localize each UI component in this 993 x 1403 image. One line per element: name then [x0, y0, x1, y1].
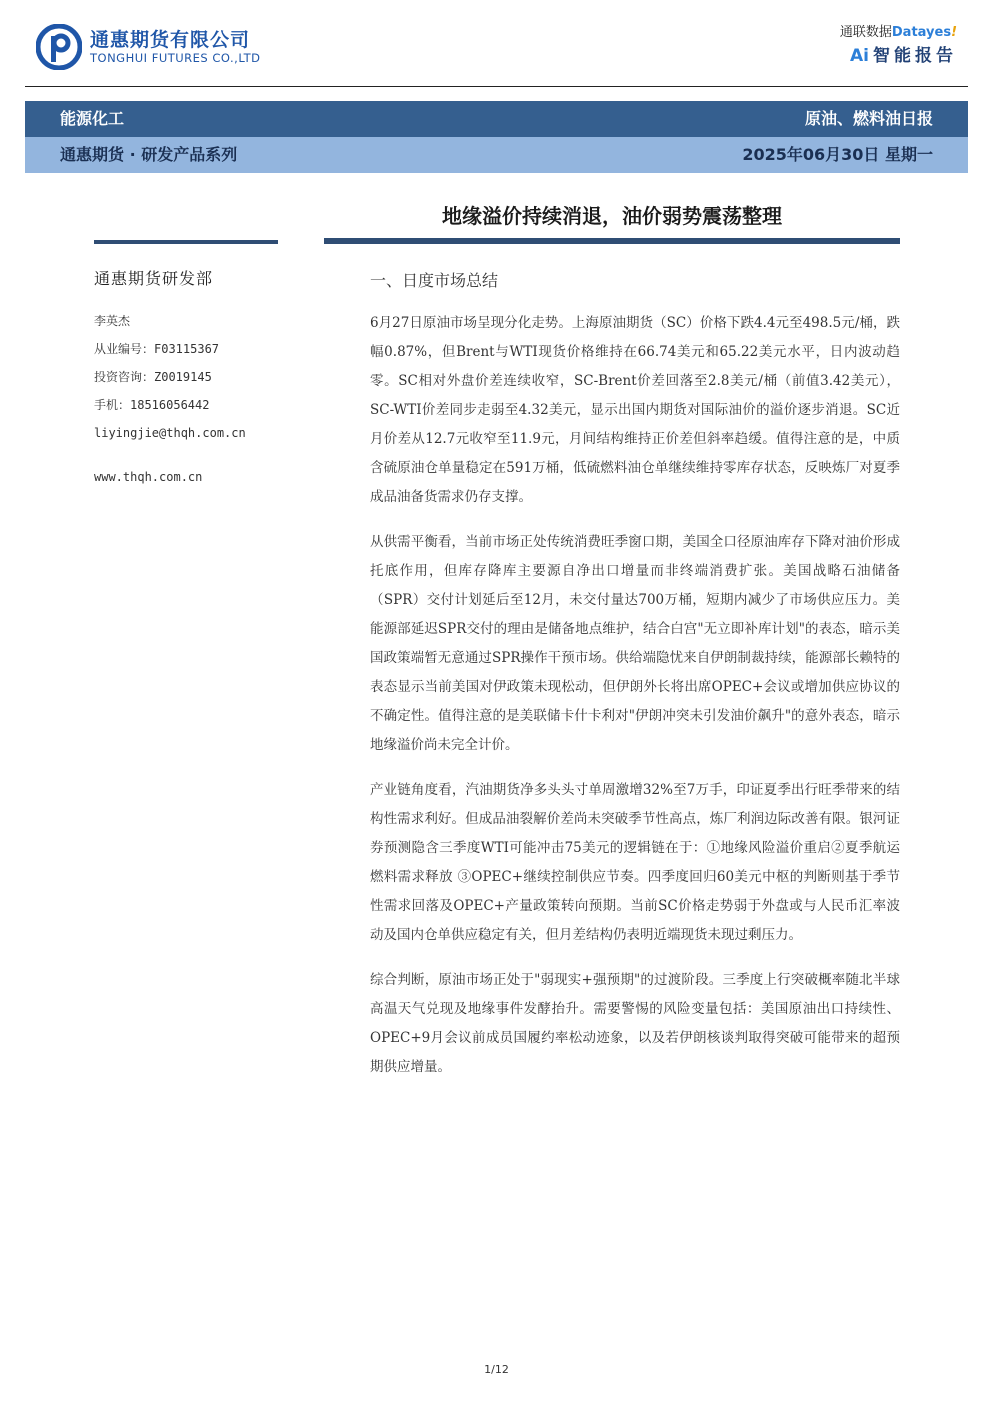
series-band — [25, 137, 968, 173]
department-name: 通惠期货研发部 — [94, 269, 214, 288]
paragraph: 综合判断，原油市场正处于"弱现实+强预期"的过渡阶段。三季度上行突破概率随北半球高温天气兑现及地缘事件发酵抬升。需要警惕的风险变量包括：美国原油出口持续性、OPEC+9月会议前成员国履约率松动迹象，以及若伊朗核谈判取得突破可能带来的超预期供应增量。 — [370, 972, 900, 1075]
website-link[interactable]: www.thqh.com.cn — [94, 470, 203, 484]
title-rule — [324, 238, 900, 244]
phone-number: 手机：18516056442 — [94, 398, 210, 412]
company-logo-icon — [36, 24, 82, 70]
header-divider — [25, 86, 968, 87]
paragraph: 6月27日原油市场呈现分化走势。上海原油期货（SC）价格下跌4.4元至498.5元/桶，跌幅0.87%，但Brent与WTI现货价格维持在66.74美元和65.22美元水平，日内波动趋零。SC相对外盘价差连续收窄，SC-Brent价差回落至2.8美元/桶（前值3.42美元），SC-WTI价差同步走弱至4.32美元，显示出国内期货对国际油价的溢价逐步消退。SC近月价差从12.7元收窄至11.9元，月间结构维持正价差但斜率趋缓。值得注意的是，中质含硫原油仓单量稳定在591万桶，低硫燃料油仓单继续维持零库存状态，反映炼厂对夏季成品油备货需求仍存支撑。 — [370, 315, 900, 505]
article-body — [370, 309, 900, 1098]
company-logo — [36, 24, 261, 70]
brand-bang: ! — [951, 25, 957, 40]
paragraph: 产业链角度看，汽油期货净多头头寸单周激增32%至7万手，印证夏季出行旺季带来的结构性需求利好。但成品油裂解价差尚未突破季节性高点，炼厂利润边际改善有限。银河证券预测隐含三季度WTI可能冲击75美元的逻辑链在于：①地缘风险溢价重启②夏季航运燃料需求释放 ③OPEC+继续控制供应节奏。四季度回归60美元中枢的判断则基于季节性需求回落及OPEC+产量政策转向预期。当前SC价格走势弱于外盘或与人民币汇率波动及国内仓单供应稳定有关，但月差结构仍表明近端现货未现过剩压力。 — [370, 782, 900, 943]
report-type: 原油、燃料油日报 — [804, 109, 933, 128]
brand-prefix: 通联数据 — [839, 25, 892, 40]
paragraph: 从供需平衡看，当前市场正处传统消费旺季窗口期，美国全口径原油库存下降对油价形成托底作用，但库存降库主要源自净出口增量而非终端消费扩张。美国战略石油储备（SPR）交付计划延后至12月，未交付量达700万桶，短期内减少了市场供应压力。美能源部延迟SPR交付的理由是储备地点维护，结合白宫"无立即补库计划"的表态，暗示美国政策端暂无意通过SPR操作干预市场。供给端隐忧来自伊朗制裁持续，能源部长赖特的表态显示当前美国对伊政策未现松动，但伊朗外长将出席OPEC+会议或增加供应协议的不确定性。值得注意的是美联储卡什卡利对"伊朗冲突未引发油价飙升"的意外表态，暗示地缘溢价尚未完全计价。 — [370, 534, 900, 753]
report-label: 智能报告 — [873, 46, 957, 66]
ai-label: Ai — [850, 46, 869, 66]
section-title: 一、日度市场总结 — [370, 271, 499, 290]
sector-label: 能源化工 — [60, 109, 125, 128]
brand-datayes: Datayes — [891, 25, 952, 40]
series-label: 通惠期货 · 研发产品系列 — [60, 145, 238, 164]
report-date: 2025年06月30日 星期一 — [742, 145, 933, 164]
sector-band — [25, 101, 968, 137]
page-title: 地缘溢价持续消退，油价弱势震荡整理 — [442, 204, 782, 228]
page-number: 1/12 — [484, 1363, 509, 1376]
practice-number: 从业编号：F03115367 — [94, 342, 220, 356]
sidebar — [94, 266, 294, 491]
consult-number: 投资咨询：Z0019145 — [94, 370, 212, 384]
email-link[interactable]: liyingjie@thqh.com.cn — [94, 426, 246, 440]
company-name-en: TONGHUI FUTURES CO.,LTD — [90, 51, 261, 65]
analyst-name: 李英杰 — [94, 314, 131, 328]
datayes-brand — [840, 24, 957, 68]
sidebar-rule — [94, 240, 278, 244]
company-name-cn: 通惠期货有限公司 — [90, 29, 251, 51]
